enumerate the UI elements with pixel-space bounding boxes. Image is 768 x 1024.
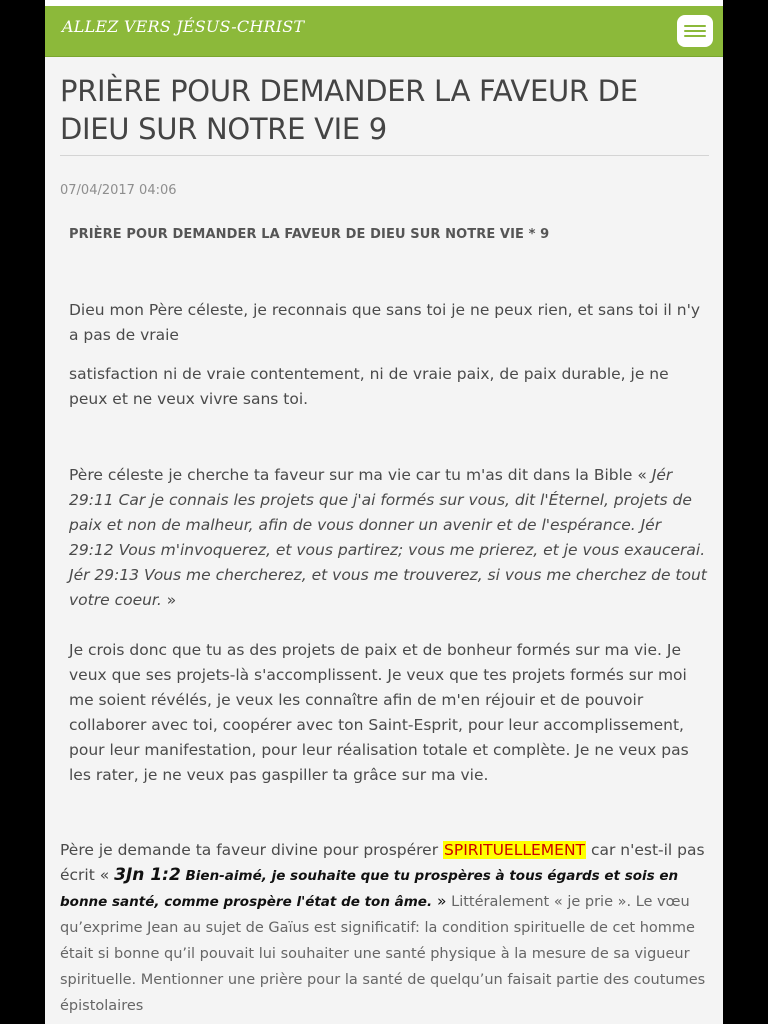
- menu-bar: [684, 25, 706, 27]
- verse-text: Bien-aimé, je souhaite que tu prospères à tous égards et sois en bonne santé, comme prospère l'état de ton âme.: [60, 868, 679, 910]
- paragraph-5-intro: Père je demande ta faveur divine pour prospérer: [60, 841, 444, 859]
- paragraph-4: Je crois donc que tu as des projets de paix et de bonheur formés sur ma vie. Je veux que ses projets-là s'accomplissent. Je veux que tes projets formés sur moi me soient révélés, je veux les connaître afin de m'en réjouir et de pouvoir collaborer avec toi, coopérer avec ton Saint-Esprit, pour leur accomplissement, pour leur manifestation, pour leur réalisation totale et complète. Je ne veux pas les rater, je ne veux pas gaspiller ta grâce sur ma vie.: [69, 641, 689, 784]
- paragraph-3-close: »: [161, 591, 177, 609]
- page: [45, 0, 723, 1024]
- paragraph-5: [60, 838, 710, 1019]
- verse-reference: 3Jn 1:2: [114, 865, 181, 885]
- post-date: 07/04/2017 04:06: [60, 183, 177, 198]
- post-subheading: PRIÈRE POUR DEMANDER LA FAVEUR DE DIEU SUR NOTRE VIE * 9: [69, 227, 550, 242]
- post-title: PRIÈRE POUR DEMANDER LA FAVEUR DE DIEU SUR NOTRE VIE 9: [60, 74, 638, 146]
- hamburger-menu-icon[interactable]: [677, 15, 713, 47]
- paragraph-1: Dieu mon Père céleste, je reconnais que sans toi je ne peux rien, et sans toi il n'y a pas de vraie: [69, 301, 701, 344]
- title-divider: [60, 155, 709, 156]
- menu-bar: [684, 30, 706, 32]
- menu-bar: [684, 35, 706, 37]
- paragraph-3-intro: Père céleste je cherche ta faveur sur ma vie car tu m'as dit dans la Bible «: [69, 466, 652, 484]
- scripture-quote: Jér 29:11 Car je connais les projets que j'ai formés sur vous, dit l'Éternel, projets de paix et non de malheur, afin de vous donner un avenir et de l'espérance. Jér 29:12 Vous m'invoquerez, et vous partirez; vous me prierez, et je vous exaucerai. Jér 29:13 Vous me chercherez, et vous me trouverez, si vous me cherchez de tout votre coeur.: [69, 466, 707, 609]
- commentary-text: Littéralement « je prie ». Le vœu qu’exprime Jean au sujet de Gaïus est significatif: la condition spirituelle de cet homme était si bonne qu’il pouvait lui souhaiter une santé physique à la mesure de sa vigueur spirituelle. Mentionner une prière pour la santé de quelqu’un faisait partie des coutumes épistolaires: [60, 894, 706, 1014]
- site-title-link[interactable]: ALLEZ VERS JÉSUS-CHRIST: [62, 17, 305, 36]
- highlighted-word: SPIRITUELLEMENT: [444, 841, 586, 859]
- paragraph-3: [69, 463, 709, 613]
- paragraph-2: satisfaction ni de vraie contentement, ni de vraie paix, de paix durable, je ne peux et ne veux vivre sans toi.: [69, 365, 669, 408]
- paragraph-5-after: car n'est-il pas écrit «: [60, 841, 705, 884]
- site-header: [45, 6, 723, 57]
- closing-quote: »: [432, 892, 447, 910]
